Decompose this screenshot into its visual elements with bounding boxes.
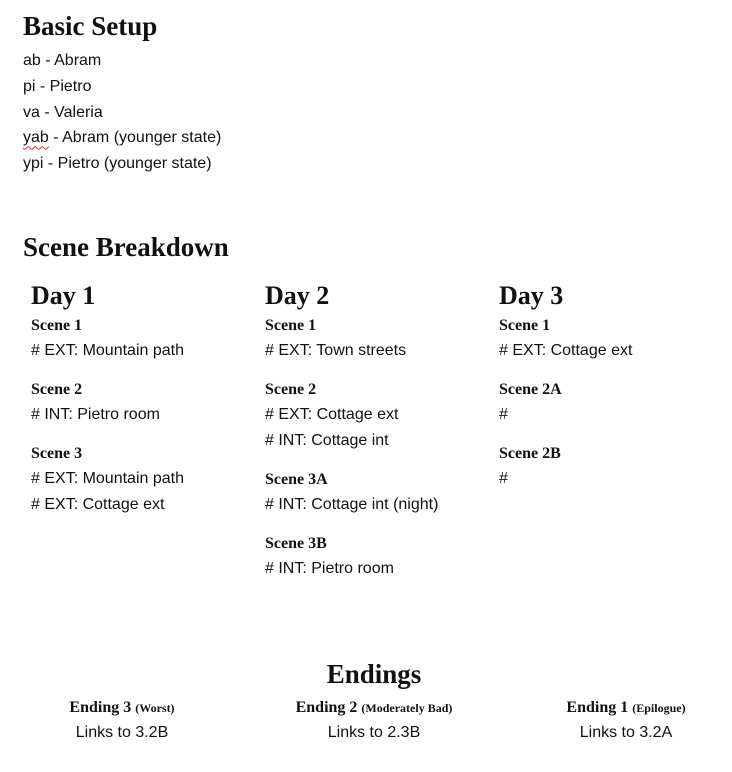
endings-heading: Endings: [326, 659, 422, 689]
scene-block: [31, 314, 251, 364]
scene-title: Scene 2B: [499, 445, 561, 462]
cast-description: - Abram: [40, 52, 102, 69]
cast-item: [23, 100, 221, 126]
ending-title: [12, 696, 232, 720]
ending-qualifier: (Worst): [135, 701, 175, 715]
scene-title: Scene 1: [499, 317, 551, 334]
scene-title: Scene 3: [31, 445, 83, 462]
scene-block: [265, 468, 485, 518]
scene-location: #: [499, 406, 508, 423]
day-title: Day 1: [31, 281, 96, 310]
ending-block: [264, 696, 484, 746]
scene-location: # EXT: Cottage ext: [499, 342, 633, 359]
cast-item: [23, 151, 221, 177]
day-column: [265, 280, 485, 596]
scene-location: # INT: Pietro room: [265, 560, 394, 577]
scene-title: Scene 2: [31, 381, 83, 398]
cast-code: ab: [23, 52, 41, 69]
ending-name: Ending 2: [295, 699, 358, 716]
cast-code-misspelled[interactable]: yab: [23, 129, 49, 147]
scene-block: [31, 378, 251, 428]
scene-location: # INT: Pietro room: [31, 406, 160, 423]
cast-item: [23, 125, 221, 151]
scene-title: Scene 1: [31, 317, 83, 334]
cast-list: [23, 48, 221, 177]
cast-description: - Abram (younger state): [48, 129, 222, 147]
day-title: Day 2: [265, 281, 330, 310]
scene-block: [499, 378, 719, 428]
scene-location: #: [499, 470, 508, 487]
ending-block: [516, 696, 732, 746]
day-column: [31, 280, 251, 532]
scene-block: [499, 314, 719, 364]
cast-code: va: [23, 103, 40, 121]
basic-setup-heading: Basic Setup: [23, 11, 158, 41]
cast-code: pi: [23, 77, 36, 95]
scene-block: [499, 442, 719, 492]
scene-title: Scene 1: [265, 317, 317, 334]
scene-block: [265, 532, 485, 582]
cast-description: - Pietro (younger state): [43, 155, 212, 173]
scene-location: # INT: Cottage int (night): [265, 496, 439, 513]
cast-item: [23, 48, 221, 74]
cast-description: - Pietro: [35, 77, 92, 95]
cast-code: ypi: [23, 155, 44, 173]
scene-title: Scene 2: [265, 381, 317, 398]
scene-location: # EXT: Cottage ext: [265, 406, 399, 423]
ending-qualifier: (Moderately Bad): [361, 701, 453, 715]
scene-location: # EXT: Mountain path: [31, 470, 184, 487]
ending-link-text: Links to 2.3B: [327, 724, 421, 741]
ending-qualifier: (Epilogue): [632, 701, 686, 715]
scene-block: [31, 442, 251, 518]
scene-block: [265, 378, 485, 454]
scene-title: Scene 2A: [499, 381, 562, 398]
ending-block: [12, 696, 232, 746]
ending-name: Ending 3: [69, 699, 132, 716]
ending-title: [264, 696, 484, 720]
scene-breakdown-heading: Scene Breakdown: [23, 232, 229, 262]
scene-location: # INT: Cottage int: [265, 432, 389, 449]
ending-link-text: Links to 3.2B: [75, 724, 169, 741]
cast-item: [23, 74, 221, 100]
scene-location: # EXT: Town streets: [265, 342, 407, 359]
scene-block: [265, 314, 485, 364]
day-title: Day 3: [499, 281, 564, 310]
ending-link-text: Links to 3.2A: [579, 724, 673, 741]
scene-location: # EXT: Mountain path: [31, 342, 184, 359]
scene-title: Scene 3B: [265, 535, 327, 552]
day-column: [499, 280, 719, 506]
scene-title: Scene 3A: [265, 471, 328, 488]
ending-name: Ending 1: [566, 699, 629, 716]
ending-title: [516, 696, 732, 720]
cast-description: - Valeria: [39, 103, 103, 121]
scene-location: # EXT: Cottage ext: [31, 496, 165, 513]
